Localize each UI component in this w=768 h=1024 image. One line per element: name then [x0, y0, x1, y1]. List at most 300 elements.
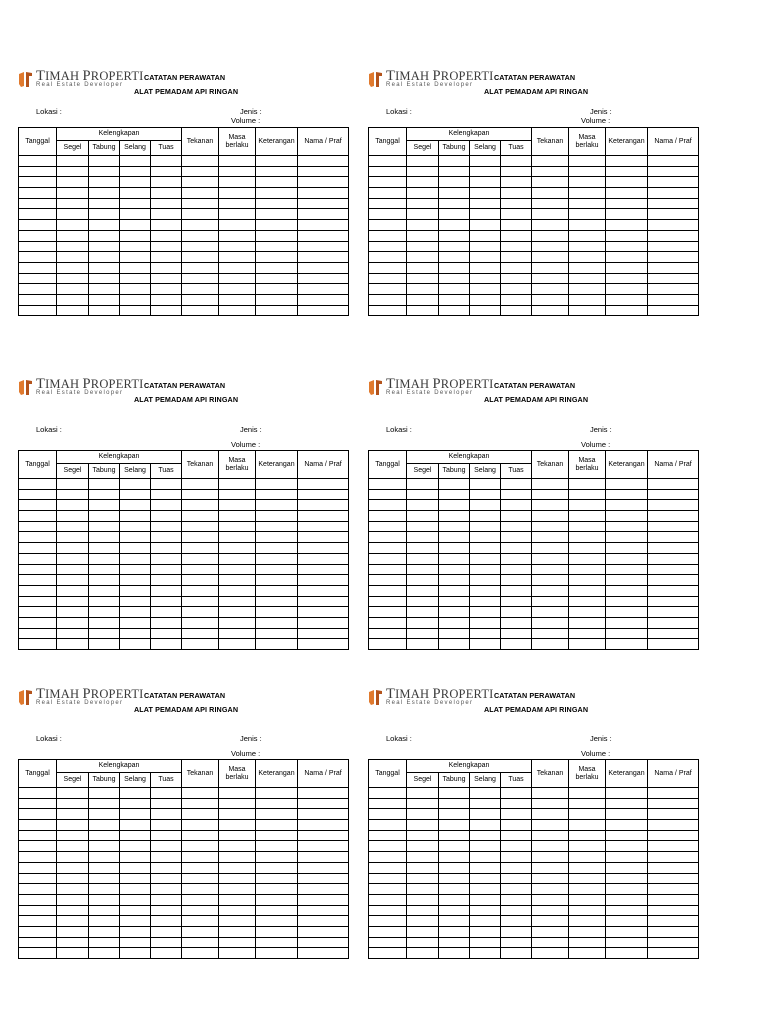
table-cell[interactable] [298, 262, 349, 273]
table-cell[interactable] [19, 241, 57, 252]
table-cell[interactable] [57, 596, 89, 607]
table-cell[interactable] [439, 532, 470, 543]
table-cell[interactable] [298, 294, 349, 305]
table-cell[interactable] [298, 937, 349, 948]
table-cell[interactable] [120, 564, 151, 575]
table-cell[interactable] [256, 166, 298, 177]
table-cell[interactable] [256, 894, 298, 905]
table-cell[interactable] [219, 262, 256, 273]
table-cell[interactable] [256, 841, 298, 852]
table-cell[interactable] [501, 273, 532, 284]
table-cell[interactable] [182, 500, 219, 511]
table-cell[interactable] [151, 937, 182, 948]
table-cell[interactable] [439, 209, 470, 220]
table-cell[interactable] [89, 262, 120, 273]
table-cell[interactable] [369, 862, 407, 873]
table-cell[interactable] [219, 532, 256, 543]
table-cell[interactable] [369, 284, 407, 295]
table-cell[interactable] [569, 798, 606, 809]
table-cell[interactable] [120, 479, 151, 490]
table-cell[interactable] [256, 500, 298, 511]
table-cell[interactable] [369, 894, 407, 905]
table-cell[interactable] [532, 639, 569, 650]
table-cell[interactable] [219, 177, 256, 188]
table-cell[interactable] [256, 543, 298, 554]
table-cell[interactable] [470, 894, 501, 905]
table-cell[interactable] [19, 273, 57, 284]
table-cell[interactable] [439, 841, 470, 852]
table-cell[interactable] [19, 596, 57, 607]
table-cell[interactable] [439, 607, 470, 618]
table-cell[interactable] [182, 830, 219, 841]
table-cell[interactable] [57, 830, 89, 841]
table-cell[interactable] [470, 926, 501, 937]
table-cell[interactable] [532, 862, 569, 873]
table-cell[interactable] [57, 500, 89, 511]
table-cell[interactable] [439, 521, 470, 532]
table-cell[interactable] [256, 489, 298, 500]
table-cell[interactable] [151, 926, 182, 937]
table-cell[interactable] [606, 639, 648, 650]
table-cell[interactable] [407, 156, 439, 167]
table-cell[interactable] [569, 830, 606, 841]
table-cell[interactable] [501, 830, 532, 841]
table-cell[interactable] [256, 284, 298, 295]
table-cell[interactable] [407, 564, 439, 575]
table-cell[interactable] [120, 862, 151, 873]
table-cell[interactable] [57, 894, 89, 905]
table-cell[interactable] [648, 521, 699, 532]
table-cell[interactable] [120, 230, 151, 241]
table-cell[interactable] [151, 820, 182, 831]
table-cell[interactable] [151, 628, 182, 639]
table-cell[interactable] [19, 894, 57, 905]
table-cell[interactable] [120, 262, 151, 273]
table-cell[interactable] [57, 841, 89, 852]
table-cell[interactable] [470, 639, 501, 650]
table-cell[interactable] [532, 521, 569, 532]
table-cell[interactable] [256, 220, 298, 231]
table-cell[interactable] [120, 166, 151, 177]
table-cell[interactable] [298, 639, 349, 650]
table-cell[interactable] [57, 198, 89, 209]
table-cell[interactable] [501, 905, 532, 916]
table-cell[interactable] [151, 511, 182, 522]
table-cell[interactable] [532, 479, 569, 490]
table-cell[interactable] [120, 905, 151, 916]
table-cell[interactable] [120, 639, 151, 650]
table-cell[interactable] [151, 305, 182, 316]
table-cell[interactable] [89, 841, 120, 852]
table-cell[interactable] [407, 617, 439, 628]
table-cell[interactable] [219, 521, 256, 532]
table-cell[interactable] [569, 905, 606, 916]
table-cell[interactable] [407, 553, 439, 564]
table-cell[interactable] [501, 230, 532, 241]
table-cell[interactable] [151, 532, 182, 543]
table-cell[interactable] [470, 521, 501, 532]
table-cell[interactable] [369, 639, 407, 650]
table-cell[interactable] [407, 798, 439, 809]
table-cell[interactable] [256, 937, 298, 948]
table-cell[interactable] [501, 937, 532, 948]
table-cell[interactable] [439, 926, 470, 937]
table-cell[interactable] [89, 273, 120, 284]
table-cell[interactable] [151, 241, 182, 252]
table-cell[interactable] [369, 873, 407, 884]
table-cell[interactable] [439, 273, 470, 284]
table-cell[interactable] [532, 788, 569, 799]
table-cell[interactable] [569, 156, 606, 167]
table-cell[interactable] [532, 894, 569, 905]
table-cell[interactable] [19, 585, 57, 596]
table-cell[interactable] [151, 575, 182, 586]
table-cell[interactable] [470, 166, 501, 177]
table-cell[interactable] [89, 511, 120, 522]
table-cell[interactable] [569, 873, 606, 884]
table-cell[interactable] [569, 916, 606, 927]
table-cell[interactable] [57, 788, 89, 799]
table-cell[interactable] [470, 198, 501, 209]
table-cell[interactable] [89, 188, 120, 199]
table-cell[interactable] [19, 830, 57, 841]
table-cell[interactable] [219, 575, 256, 586]
table-cell[interactable] [57, 511, 89, 522]
table-cell[interactable] [151, 188, 182, 199]
table-cell[interactable] [606, 564, 648, 575]
table-cell[interactable] [439, 639, 470, 650]
table-cell[interactable] [648, 489, 699, 500]
table-cell[interactable] [120, 521, 151, 532]
table-cell[interactable] [57, 209, 89, 220]
table-cell[interactable] [569, 937, 606, 948]
table-cell[interactable] [89, 305, 120, 316]
table-cell[interactable] [501, 543, 532, 554]
table-cell[interactable] [298, 894, 349, 905]
table-cell[interactable] [439, 262, 470, 273]
table-cell[interactable] [501, 198, 532, 209]
table-cell[interactable] [501, 294, 532, 305]
table-cell[interactable] [369, 852, 407, 863]
table-cell[interactable] [256, 585, 298, 596]
table-cell[interactable] [298, 156, 349, 167]
table-cell[interactable] [182, 575, 219, 586]
table-cell[interactable] [256, 607, 298, 618]
table-cell[interactable] [219, 564, 256, 575]
table-cell[interactable] [606, 553, 648, 564]
table-cell[interactable] [369, 884, 407, 895]
table-cell[interactable] [219, 511, 256, 522]
table-cell[interactable] [57, 241, 89, 252]
table-cell[interactable] [151, 273, 182, 284]
table-cell[interactable] [407, 639, 439, 650]
table-cell[interactable] [298, 926, 349, 937]
table-cell[interactable] [606, 166, 648, 177]
table-cell[interactable] [470, 596, 501, 607]
table-cell[interactable] [57, 639, 89, 650]
table-cell[interactable] [606, 252, 648, 263]
table-cell[interactable] [606, 575, 648, 586]
table-cell[interactable] [89, 639, 120, 650]
table-cell[interactable] [569, 294, 606, 305]
table-cell[interactable] [569, 305, 606, 316]
table-cell[interactable] [256, 862, 298, 873]
table-cell[interactable] [369, 177, 407, 188]
table-cell[interactable] [369, 948, 407, 959]
table-cell[interactable] [470, 628, 501, 639]
table-cell[interactable] [219, 479, 256, 490]
table-cell[interactable] [369, 564, 407, 575]
table-cell[interactable] [219, 209, 256, 220]
table-cell[interactable] [182, 262, 219, 273]
table-cell[interactable] [501, 532, 532, 543]
table-cell[interactable] [470, 273, 501, 284]
table-cell[interactable] [369, 532, 407, 543]
table-cell[interactable] [89, 198, 120, 209]
table-cell[interactable] [219, 241, 256, 252]
table-cell[interactable] [57, 862, 89, 873]
table-cell[interactable] [369, 262, 407, 273]
table-cell[interactable] [369, 809, 407, 820]
table-cell[interactable] [256, 177, 298, 188]
table-cell[interactable] [369, 479, 407, 490]
table-cell[interactable] [120, 607, 151, 618]
table-cell[interactable] [151, 177, 182, 188]
table-cell[interactable] [532, 262, 569, 273]
table-cell[interactable] [369, 585, 407, 596]
table-cell[interactable] [407, 820, 439, 831]
table-cell[interactable] [369, 273, 407, 284]
table-cell[interactable] [57, 607, 89, 618]
table-cell[interactable] [19, 209, 57, 220]
table-cell[interactable] [569, 553, 606, 564]
table-cell[interactable] [439, 284, 470, 295]
table-cell[interactable] [120, 852, 151, 863]
table-cell[interactable] [606, 500, 648, 511]
table-cell[interactable] [182, 166, 219, 177]
table-cell[interactable] [57, 294, 89, 305]
table-cell[interactable] [89, 553, 120, 564]
table-cell[interactable] [57, 617, 89, 628]
table-cell[interactable] [19, 926, 57, 937]
table-cell[interactable] [606, 532, 648, 543]
table-cell[interactable] [470, 511, 501, 522]
table-cell[interactable] [532, 617, 569, 628]
table-cell[interactable] [606, 862, 648, 873]
table-cell[interactable] [57, 564, 89, 575]
table-cell[interactable] [298, 916, 349, 927]
table-cell[interactable] [120, 209, 151, 220]
table-cell[interactable] [298, 230, 349, 241]
table-cell[interactable] [219, 820, 256, 831]
table-cell[interactable] [569, 521, 606, 532]
table-cell[interactable] [19, 607, 57, 618]
table-cell[interactable] [532, 230, 569, 241]
table-cell[interactable] [120, 841, 151, 852]
table-cell[interactable] [298, 884, 349, 895]
table-cell[interactable] [19, 575, 57, 586]
table-cell[interactable] [298, 788, 349, 799]
table-cell[interactable] [569, 230, 606, 241]
table-cell[interactable] [151, 564, 182, 575]
table-cell[interactable] [151, 830, 182, 841]
table-cell[interactable] [151, 841, 182, 852]
table-cell[interactable] [369, 841, 407, 852]
table-cell[interactable] [648, 798, 699, 809]
table-cell[interactable] [407, 607, 439, 618]
table-cell[interactable] [439, 830, 470, 841]
table-cell[interactable] [219, 489, 256, 500]
table-cell[interactable] [219, 543, 256, 554]
table-cell[interactable] [501, 820, 532, 831]
table-cell[interactable] [151, 905, 182, 916]
table-cell[interactable] [256, 209, 298, 220]
table-cell[interactable] [256, 575, 298, 586]
table-cell[interactable] [569, 639, 606, 650]
table-cell[interactable] [57, 220, 89, 231]
table-cell[interactable] [648, 639, 699, 650]
table-cell[interactable] [470, 500, 501, 511]
table-cell[interactable] [470, 798, 501, 809]
table-cell[interactable] [501, 926, 532, 937]
table-cell[interactable] [369, 926, 407, 937]
table-cell[interactable] [19, 916, 57, 927]
table-cell[interactable] [439, 916, 470, 927]
table-cell[interactable] [57, 553, 89, 564]
table-cell[interactable] [439, 198, 470, 209]
table-cell[interactable] [569, 532, 606, 543]
table-cell[interactable] [219, 905, 256, 916]
table-cell[interactable] [219, 553, 256, 564]
table-cell[interactable] [407, 852, 439, 863]
table-cell[interactable] [569, 177, 606, 188]
table-cell[interactable] [501, 500, 532, 511]
table-cell[interactable] [219, 273, 256, 284]
table-cell[interactable] [182, 809, 219, 820]
table-cell[interactable] [501, 479, 532, 490]
table-cell[interactable] [606, 241, 648, 252]
table-cell[interactable] [648, 948, 699, 959]
table-cell[interactable] [89, 894, 120, 905]
table-cell[interactable] [648, 220, 699, 231]
table-cell[interactable] [120, 220, 151, 231]
table-cell[interactable] [501, 852, 532, 863]
table-cell[interactable] [298, 617, 349, 628]
table-cell[interactable] [19, 521, 57, 532]
table-cell[interactable] [470, 937, 501, 948]
table-cell[interactable] [606, 489, 648, 500]
table-cell[interactable] [19, 511, 57, 522]
table-cell[interactable] [298, 511, 349, 522]
table-cell[interactable] [182, 820, 219, 831]
table-cell[interactable] [256, 830, 298, 841]
table-cell[interactable] [569, 841, 606, 852]
table-cell[interactable] [569, 884, 606, 895]
table-cell[interactable] [369, 916, 407, 927]
table-cell[interactable] [19, 532, 57, 543]
table-cell[interactable] [569, 209, 606, 220]
table-cell[interactable] [120, 585, 151, 596]
table-cell[interactable] [606, 852, 648, 863]
table-cell[interactable] [532, 841, 569, 852]
table-cell[interactable] [120, 511, 151, 522]
table-cell[interactable] [89, 628, 120, 639]
table-cell[interactable] [532, 543, 569, 554]
table-cell[interactable] [648, 543, 699, 554]
table-cell[interactable] [151, 916, 182, 927]
table-cell[interactable] [120, 177, 151, 188]
table-cell[interactable] [532, 830, 569, 841]
table-cell[interactable] [470, 607, 501, 618]
table-cell[interactable] [569, 489, 606, 500]
table-cell[interactable] [89, 230, 120, 241]
table-cell[interactable] [439, 596, 470, 607]
table-cell[interactable] [569, 511, 606, 522]
table-cell[interactable] [501, 241, 532, 252]
table-cell[interactable] [219, 294, 256, 305]
table-cell[interactable] [648, 607, 699, 618]
table-cell[interactable] [606, 607, 648, 618]
table-cell[interactable] [439, 905, 470, 916]
table-cell[interactable] [569, 241, 606, 252]
table-cell[interactable] [532, 553, 569, 564]
table-cell[interactable] [569, 479, 606, 490]
table-cell[interactable] [439, 809, 470, 820]
table-cell[interactable] [298, 543, 349, 554]
table-cell[interactable] [470, 852, 501, 863]
table-cell[interactable] [470, 916, 501, 927]
table-cell[interactable] [120, 916, 151, 927]
table-cell[interactable] [182, 926, 219, 937]
table-cell[interactable] [369, 798, 407, 809]
table-cell[interactable] [256, 198, 298, 209]
table-cell[interactable] [57, 798, 89, 809]
table-cell[interactable] [120, 809, 151, 820]
table-cell[interactable] [439, 305, 470, 316]
table-cell[interactable] [407, 894, 439, 905]
table-cell[interactable] [182, 788, 219, 799]
table-cell[interactable] [501, 553, 532, 564]
table-cell[interactable] [569, 852, 606, 863]
table-cell[interactable] [151, 209, 182, 220]
table-cell[interactable] [439, 798, 470, 809]
table-cell[interactable] [532, 252, 569, 263]
table-cell[interactable] [151, 852, 182, 863]
table-cell[interactable] [57, 628, 89, 639]
table-cell[interactable] [256, 294, 298, 305]
table-cell[interactable] [57, 948, 89, 959]
table-cell[interactable] [532, 585, 569, 596]
table-cell[interactable] [57, 284, 89, 295]
table-cell[interactable] [439, 156, 470, 167]
table-cell[interactable] [89, 873, 120, 884]
table-cell[interactable] [407, 305, 439, 316]
table-cell[interactable] [569, 926, 606, 937]
table-cell[interactable] [151, 809, 182, 820]
table-cell[interactable] [120, 305, 151, 316]
table-cell[interactable] [407, 628, 439, 639]
table-cell[interactable] [439, 511, 470, 522]
table-cell[interactable] [182, 284, 219, 295]
table-cell[interactable] [120, 241, 151, 252]
table-cell[interactable] [648, 305, 699, 316]
table-cell[interactable] [369, 937, 407, 948]
table-cell[interactable] [256, 617, 298, 628]
table-cell[interactable] [256, 873, 298, 884]
table-cell[interactable] [256, 479, 298, 490]
table-cell[interactable] [182, 532, 219, 543]
table-cell[interactable] [151, 294, 182, 305]
